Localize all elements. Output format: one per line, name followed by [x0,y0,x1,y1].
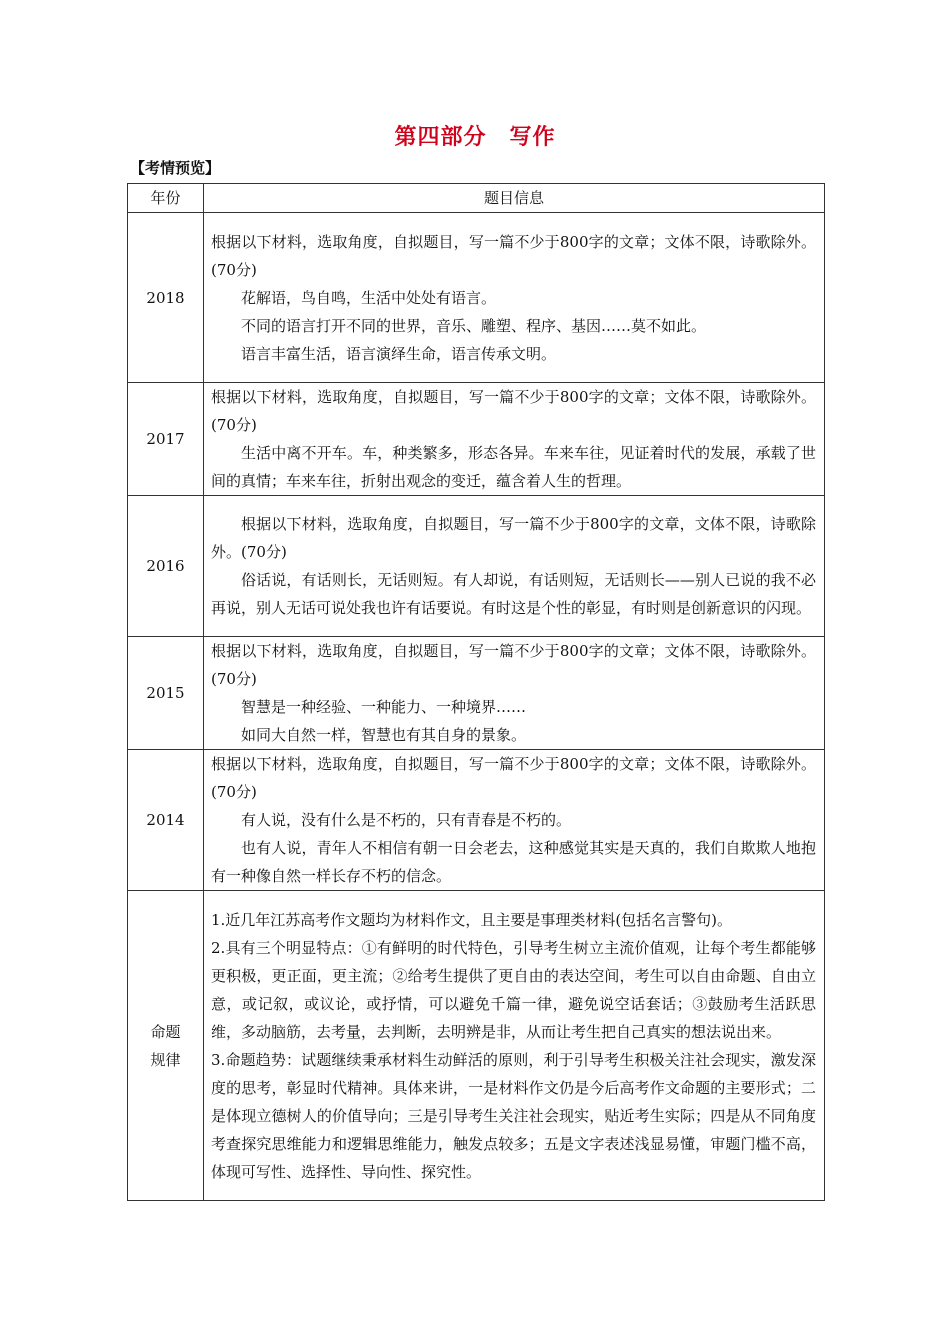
material-line: 语言丰富生活，语言演绎生命，语言传承文明。 [241,344,557,363]
rule-item: 3.命题趋势：试题继续秉承材料生动鲜活的原则，利于引导考生积极关注社会现实，激发深度的思考，彰显时代精神。具体来讲，一是材料作文仍是今后高考作文命题的主要形式；二是体现立德树人的价值导向；三是引导考生关注社会现实，贴近考生实际；四是从不同角度考查探究思维能力和逻辑思维能力，触发点较多；五是文字表述浅显易懂，审题门槛不高，体现可写性、选择性、导向性、探究性。 [211,1050,816,1181]
prompt-text: 根据以下材料，选取角度，自拟题目，写一篇不少于800字的文章，文体不限，诗歌除外。(70分) [211,515,816,561]
table-header-row [128,184,825,213]
year-cell: 2016 [128,496,204,637]
year-cell: 2014 [128,750,204,891]
rule-item: 1.近几年江苏高考作文题均为材料作文，且主要是事理类材料(包括名言警句)。 [211,910,733,929]
prompt-text: 根据以下材料，选取角度，自拟题目，写一篇不少于800字的文章；文体不限，诗歌除外。(70分) [211,388,816,434]
material-line: 有人说，没有什么是不朽的，只有青春是不朽的。 [241,811,572,829]
table-row [128,750,825,891]
material-line: 如同大自然一样，智慧也有其自身的景象。 [241,726,527,744]
section-label: 【考情预览】 [130,159,221,177]
prompt-text: 根据以下材料，选取角度，自拟题目，写一篇不少于800字的文章；文体不限，诗歌除外。(70分) [211,755,816,801]
table-row [128,496,825,637]
prompt-text: 根据以下材料，选取角度，自拟题目，写一篇不少于800字的文章；文体不限，诗歌除外。(70分) [211,642,816,688]
year-cell: 2015 [128,637,204,750]
rules-label-line: 命题 [150,1022,181,1041]
year-cell: 2017 [128,383,204,496]
table-row [128,383,825,496]
material-line: 也有人说，青年人不相信有朝一日会老去，这种感觉其实是天真的，我们自欺欺人地抱有一种像自然一样长存不朽的信念。 [211,839,816,885]
material-line: 俗话说，有话则长，无话则短。有人却说，有话则短，无话则长——别人已说的我不必再说，别人无话可说处我也许有话要说。有时这是个性的彰显，有时则是创新意识的闪现。 [211,571,816,617]
material-line: 生活中离不开车。车，种类繁多，形态各异。车来车往，见证着时代的发展，承载了世间的真情；车来车往，折射出观念的变迁，蕴含着人生的哲理。 [211,444,816,490]
table-row-rules [128,891,825,1201]
header-year: 年份 [128,184,204,213]
info-cell [204,637,825,750]
info-cell [204,750,825,891]
table-row [128,637,825,750]
material-line: 智慧是一种经验、一种能力、一种境界…… [241,698,527,716]
rules-label-cell [128,891,204,1201]
info-cell [204,496,825,637]
info-cell [204,213,825,383]
material-line: 不同的语言打开不同的世界，音乐、雕塑、程序、基因……莫不如此。 [241,316,707,335]
info-cell [204,383,825,496]
material-line: 花解语，鸟自鸣，生活中处处有语言。 [241,288,497,307]
rules-cell [204,891,825,1201]
year-cell: 2018 [128,213,204,383]
table-row [128,213,825,383]
rules-label-line: 规律 [150,1050,181,1069]
exam-table [127,183,825,1201]
rule-item: 2.具有三个明显特点：①有鲜明的时代特色，引导考生树立主流价值观，让每个考生都能够更积极，更正面，更主流；②给考生提供了更自由的表达空间，考生可以自由命题、自由立意，或记叙，或议论，或抒情，可以避免千篇一律，避免说空话套话；③鼓励考生活跃思维，多动脑筋，去考量，去判断，去明辨是非，从而让考生把自己真实的想法说出来。 [211,938,816,1041]
page-title: 第四部分 写作 [394,125,556,150]
prompt-text: 根据以下材料，选取角度，自拟题目，写一篇不少于800字的文章；文体不限，诗歌除外。(70分) [211,232,816,279]
header-info: 题目信息 [204,184,825,213]
